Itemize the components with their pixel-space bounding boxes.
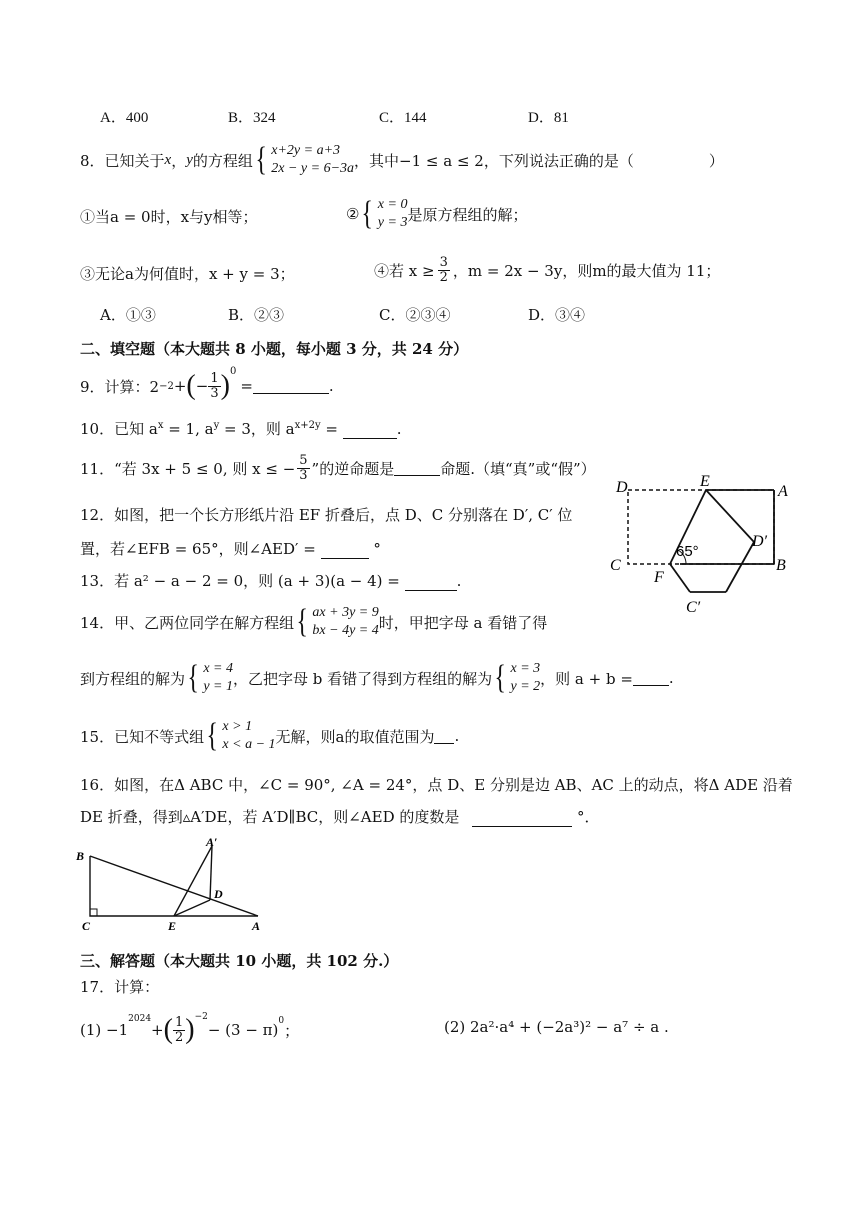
q16-label-B: B bbox=[76, 849, 85, 863]
q14-l2post: ，则 a + b = bbox=[540, 669, 633, 688]
q12-label-F: F bbox=[654, 569, 664, 586]
q11-post: ”的逆命题是 bbox=[311, 460, 395, 478]
q17-p1-exp2: −2 bbox=[194, 1012, 208, 1022]
q16-label-D: D bbox=[214, 887, 223, 901]
q10-e3: x+2y bbox=[294, 420, 321, 431]
q9-num: 1 bbox=[210, 370, 219, 386]
q16-figure bbox=[74, 836, 274, 936]
q8-s4-den: 2 bbox=[439, 270, 448, 285]
q8-option-b: B．②③ bbox=[228, 306, 285, 324]
q9-eq: = bbox=[240, 377, 253, 395]
q16-label-E: E bbox=[168, 919, 177, 933]
q11 bbox=[80, 454, 596, 483]
q15-s2: x < a − 1 bbox=[222, 737, 276, 752]
q8-system: { x+2y = a+3 2x − y = 6−3a bbox=[255, 141, 355, 178]
q8-s2-post: 是原方程组的解； bbox=[407, 205, 528, 224]
q14-sys2: bx − 4y = 4 bbox=[312, 623, 379, 638]
q8-option-d: D．③④ bbox=[528, 306, 586, 324]
q14-sys1: ax + 3y = 9 bbox=[312, 605, 379, 620]
q12-figure bbox=[606, 470, 796, 620]
q9-exp2: 0 bbox=[229, 366, 237, 377]
q11-tail: 命题.（填“真”或“假”） bbox=[440, 460, 596, 478]
q16-unit: °． bbox=[576, 808, 600, 826]
q12-answer-blank bbox=[321, 544, 369, 559]
q10-eq: = bbox=[320, 420, 338, 438]
q11-text: 11．“若 3x + 5 ≤ 0, 则 x ≤ − bbox=[80, 460, 296, 478]
q16-label-C: C bbox=[82, 919, 91, 933]
q13: 13．若 a² − a − 2 = 0，则 (a + 3)(a − 4) = . bbox=[80, 572, 462, 590]
q17-p1-exp3: 0 bbox=[278, 1016, 285, 1026]
q12-text: 置，若∠EFB = 65°，则∠AED′ = bbox=[80, 540, 316, 558]
q9-den: 3 bbox=[210, 385, 219, 401]
q10-e1: x bbox=[157, 420, 164, 431]
q16-label-Aprime: A′ bbox=[206, 836, 218, 849]
q9-pre: 9．计算：2 bbox=[80, 377, 160, 396]
q12-label-Dprime: D′ bbox=[752, 533, 768, 550]
q14-line1: 14．甲、乙两位同学在解方程组 { ax + 3y = 9 bx − 4y = 4 时，甲把字母 a 看错了得 bbox=[80, 603, 548, 640]
q14-l2mid: ，乙把字母 b 看错了得到方程组的解为 bbox=[233, 669, 493, 688]
q16-line1: 16．如图，在Δ ABC 中，∠C = 90°, ∠A = 24°，点 D、E 分别是边 AB、AC 上的动点，将Δ ADE 沿着 bbox=[80, 776, 793, 794]
q14-line2: 到方程组的解为 { x = 4 y = 1 ，乙把字母 b 看错了得到方程组的解为 { x = 3 y = 2 ，则 a + b = . bbox=[80, 659, 674, 696]
q15: 15．已知不等式组 { x > 1 x < a − 1 无解，则a的取值范围为 . bbox=[80, 717, 460, 754]
q8-s2-line1: x = 0 bbox=[377, 197, 408, 212]
q15-pre: 15．已知不等式组 bbox=[80, 727, 205, 746]
q8-sys-line1: x+2y = a+3 bbox=[271, 143, 341, 158]
q17-p1-end: ； bbox=[284, 1021, 300, 1040]
q8-mid2: 的方程组 bbox=[192, 151, 253, 170]
q8-prefix: 8．已知关于 bbox=[80, 151, 165, 170]
q7-option-b: B．324 bbox=[228, 110, 276, 126]
q15-s1: x > 1 bbox=[222, 719, 253, 734]
q8-s2-line2: y = 3 bbox=[377, 215, 408, 230]
q12-label-E: E bbox=[700, 473, 710, 490]
q10-pre: 10．已知 a bbox=[80, 420, 158, 438]
q14-b2: y = 2 bbox=[510, 679, 541, 694]
q8-option-c: C．②③④ bbox=[379, 306, 451, 324]
q15-answer-blank bbox=[434, 729, 454, 744]
q16-line2 bbox=[80, 806, 599, 827]
q8-statement-1: ①当a = 0时，x与y相等； bbox=[80, 208, 258, 226]
q14-post: 时，甲把字母 a 看错了得 bbox=[378, 613, 548, 632]
q14-pre: 14．甲、乙两位同学在解方程组 bbox=[80, 613, 295, 632]
q12-line2 bbox=[80, 538, 381, 559]
q9-answer-blank bbox=[253, 379, 329, 394]
q8-s4-num: 3 bbox=[439, 255, 448, 270]
q9-exp: −2 bbox=[159, 380, 174, 392]
q16-answer-blank bbox=[472, 812, 572, 827]
q17-p1-plus: + bbox=[151, 1021, 164, 1039]
q8-statement-3: ③无论a为何值时，x + y = 3； bbox=[80, 265, 295, 283]
q8-statement-2: ② { x = 0 y = 3 是原方程组的解； bbox=[346, 195, 528, 232]
q16-label-A: A bbox=[252, 919, 261, 933]
section-2-heading: 二、填空题（本大题共 8 小题，每小题 3 分，共 24 分） bbox=[80, 340, 469, 358]
q8-s4-post: ，m = 2x − 3y，则m的最大值为 11； bbox=[452, 262, 721, 280]
q12-angle-label: 65° bbox=[676, 543, 699, 560]
q10-answer-blank bbox=[343, 424, 397, 439]
q17-part2: (2) 2a²·a⁴ + (−2a³)² − a⁷ ÷ a . bbox=[444, 1018, 669, 1036]
q14-b1: x = 3 bbox=[510, 661, 541, 676]
q8-sys-line2: 2x − y = 6−3a bbox=[271, 161, 355, 176]
q10-m2: = 3，则 a bbox=[219, 420, 295, 438]
q16-hypotenuse bbox=[90, 856, 258, 916]
q17-p1-pre: (1) −1 bbox=[80, 1021, 129, 1039]
q12-label-B: B bbox=[776, 557, 786, 574]
q7-option-d: D．81 bbox=[528, 110, 569, 126]
q17-p1-num: 1 bbox=[174, 1014, 184, 1030]
q14-answer-blank bbox=[633, 671, 669, 686]
q12-line1: 12．如图，把一个长方形纸片沿 EF 折叠后，点 D、C 分别落在 D′, C′ 位 bbox=[80, 506, 573, 524]
q11-num: 5 bbox=[299, 453, 308, 468]
q14-l2pre: 到方程组的解为 bbox=[80, 669, 186, 688]
q17-p1-tail: − (3 − π) bbox=[207, 1021, 279, 1039]
q10: 10．已知 $a^x = 1$, $a^y = 3$，则 $a^{x+2y}$ = . bbox=[80, 420, 402, 438]
q8-stem: 8．已知关于 x ， y 的方程组 { x+2y = a+3 2x − y = 6−3a ，其中−1 ≤ a ≤ 2，下列说法正确的是（ ） bbox=[80, 141, 724, 178]
q15-post: 无解，则a的取值范围为 bbox=[275, 727, 435, 746]
q13-text: 13．若 a² − a − 2 = 0，则 (a + 3)(a − 4) = bbox=[80, 572, 400, 590]
q8-statement-4 bbox=[374, 256, 720, 285]
q7-option-a: A．400 bbox=[100, 110, 149, 126]
q11-answer-blank bbox=[394, 461, 440, 476]
q12-label-Cprime: C′ bbox=[686, 599, 701, 616]
section-3-heading: 三、解答题（本大题共 10 小题，共 102 分.） bbox=[80, 952, 399, 970]
q10-e2: y bbox=[213, 420, 220, 431]
q17-part1: (1) −1 $^{2024}$ + ( $\frac{1}{2}$ ) $^{-2}$ − (3 − π) $^0$ ； bbox=[80, 1012, 300, 1045]
q8-option-a: A．①③ bbox=[100, 306, 156, 324]
q8-s4-pre: ④若 x ≥ bbox=[374, 262, 435, 280]
q11-den: 3 bbox=[299, 468, 308, 483]
q9: 9．计算：2 −2 + ( − $\frac{1}{3}$ ) $^0$ = . bbox=[80, 366, 334, 401]
q17-p1-den: 2 bbox=[174, 1029, 184, 1045]
q12-unit: ° bbox=[373, 540, 381, 558]
q14-a1: x = 4 bbox=[203, 661, 234, 676]
q12-label-A: A bbox=[778, 483, 788, 500]
q14-a2: y = 1 bbox=[203, 679, 234, 694]
q17-title: 17．计算： bbox=[80, 978, 160, 996]
q17-p1-exp: 2024 bbox=[128, 1014, 152, 1024]
q13-answer-blank bbox=[405, 576, 457, 591]
q8-s2-pre: ② bbox=[346, 205, 360, 223]
q8-mid1: ， bbox=[171, 151, 187, 170]
q8-condition: ，其中−1 ≤ a ≤ 2，下列说法正确的是（ ） bbox=[354, 151, 724, 170]
q10-m1: = 1, a bbox=[163, 420, 214, 438]
q7-option-c: C．144 bbox=[379, 110, 427, 126]
q16-text: DE 折叠，得到▵A′DE，若 A′D∥BC，则∠AED 的度数是 bbox=[80, 808, 460, 826]
q9-plus: + bbox=[173, 377, 187, 395]
q12-label-D: D bbox=[616, 479, 628, 496]
q12-label-C: C bbox=[610, 557, 621, 574]
